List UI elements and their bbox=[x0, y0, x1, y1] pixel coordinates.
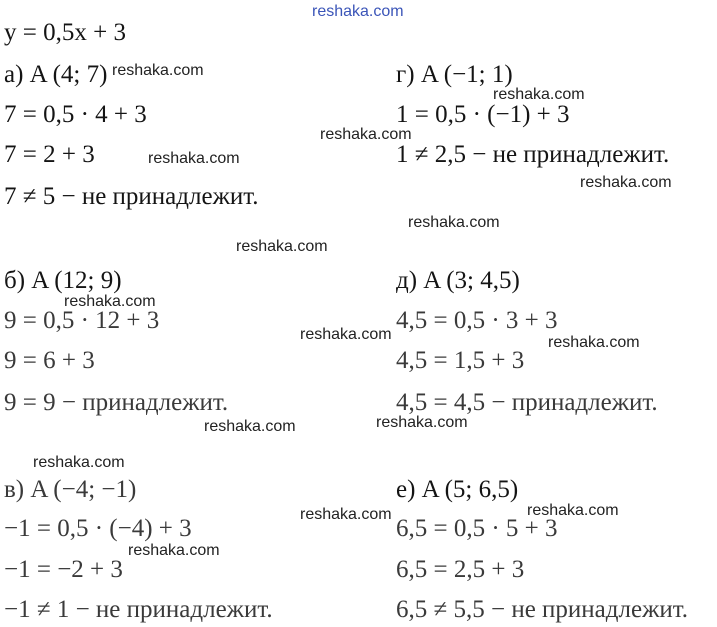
equation: y = 0,5x + 3 bbox=[4, 19, 126, 46]
problem-v-line-3: −1 ≠ 1 − не принадлежит. bbox=[4, 596, 273, 623]
watermark: reshaka.com bbox=[548, 334, 640, 351]
problem-v-line-2: −1 = −2 + 3 bbox=[4, 556, 123, 583]
watermark: reshaka.com bbox=[408, 214, 500, 231]
problem-e-line-1: 6,5 = 0,5 · 5 + 3 bbox=[396, 515, 558, 542]
watermark: reshaka.com bbox=[580, 174, 672, 191]
watermark: reshaka.com bbox=[376, 414, 468, 431]
problem-d-line-1: 4,5 = 0,5 · 3 + 3 bbox=[396, 307, 558, 334]
problem-a-heading: а) A (4; 7) bbox=[4, 61, 108, 88]
watermark: reshaka.com bbox=[64, 293, 156, 310]
watermark: reshaka.com bbox=[300, 326, 392, 343]
problem-e-line-2: 6,5 = 2,5 + 3 bbox=[396, 556, 525, 583]
watermark: reshaka.com bbox=[112, 62, 204, 79]
watermark: reshaka.com bbox=[236, 238, 328, 255]
problem-e-line-3: 6,5 ≠ 5,5 − не принадлежит. bbox=[396, 596, 689, 623]
watermark: reshaka.com bbox=[148, 150, 240, 167]
problem-b-line-1: 9 = 0,5 · 12 + 3 bbox=[4, 307, 160, 334]
watermark: reshaka.com bbox=[300, 506, 392, 523]
problem-b-heading: б) A (12; 9) bbox=[4, 267, 122, 294]
problem-a-line-2: 7 = 2 + 3 bbox=[4, 141, 95, 168]
problem-a-line-3: 7 ≠ 5 − не принадлежит. bbox=[4, 183, 259, 210]
watermark: reshaka.com bbox=[320, 126, 412, 143]
watermark: reshaka.com bbox=[33, 454, 125, 471]
watermark: reshaka.com bbox=[493, 86, 585, 103]
problem-d-line-2: 4,5 = 1,5 + 3 bbox=[396, 347, 525, 374]
watermark: reshaka.com bbox=[204, 418, 296, 435]
watermark: reshaka.com bbox=[527, 502, 619, 519]
problem-a-line-1: 7 = 0,5 · 4 + 3 bbox=[4, 101, 147, 128]
problem-g-line-1: 1 = 0,5 · (−1) + 3 bbox=[396, 101, 570, 128]
problem-e-heading: е) A (5; 6,5) bbox=[396, 476, 519, 503]
watermark: reshaka.com bbox=[128, 542, 220, 559]
problem-g-heading: г) A (−1; 1) bbox=[396, 61, 513, 88]
problem-g-line-2: 1 ≠ 2,5 − не принадлежит. bbox=[396, 141, 670, 168]
problem-v-line-1: −1 = 0,5 · (−4) + 3 bbox=[4, 515, 192, 542]
problem-d-heading: д) A (3; 4,5) bbox=[396, 267, 520, 294]
watermark: reshaka.com bbox=[312, 3, 404, 20]
problem-v-heading: в) A (−4; −1) bbox=[4, 476, 137, 503]
problem-b-line-2: 9 = 6 + 3 bbox=[4, 347, 95, 374]
problem-d-line-3: 4,5 = 4,5 − принадлежит. bbox=[396, 389, 658, 416]
problem-b-line-3: 9 = 9 − принадлежит. bbox=[4, 389, 229, 416]
